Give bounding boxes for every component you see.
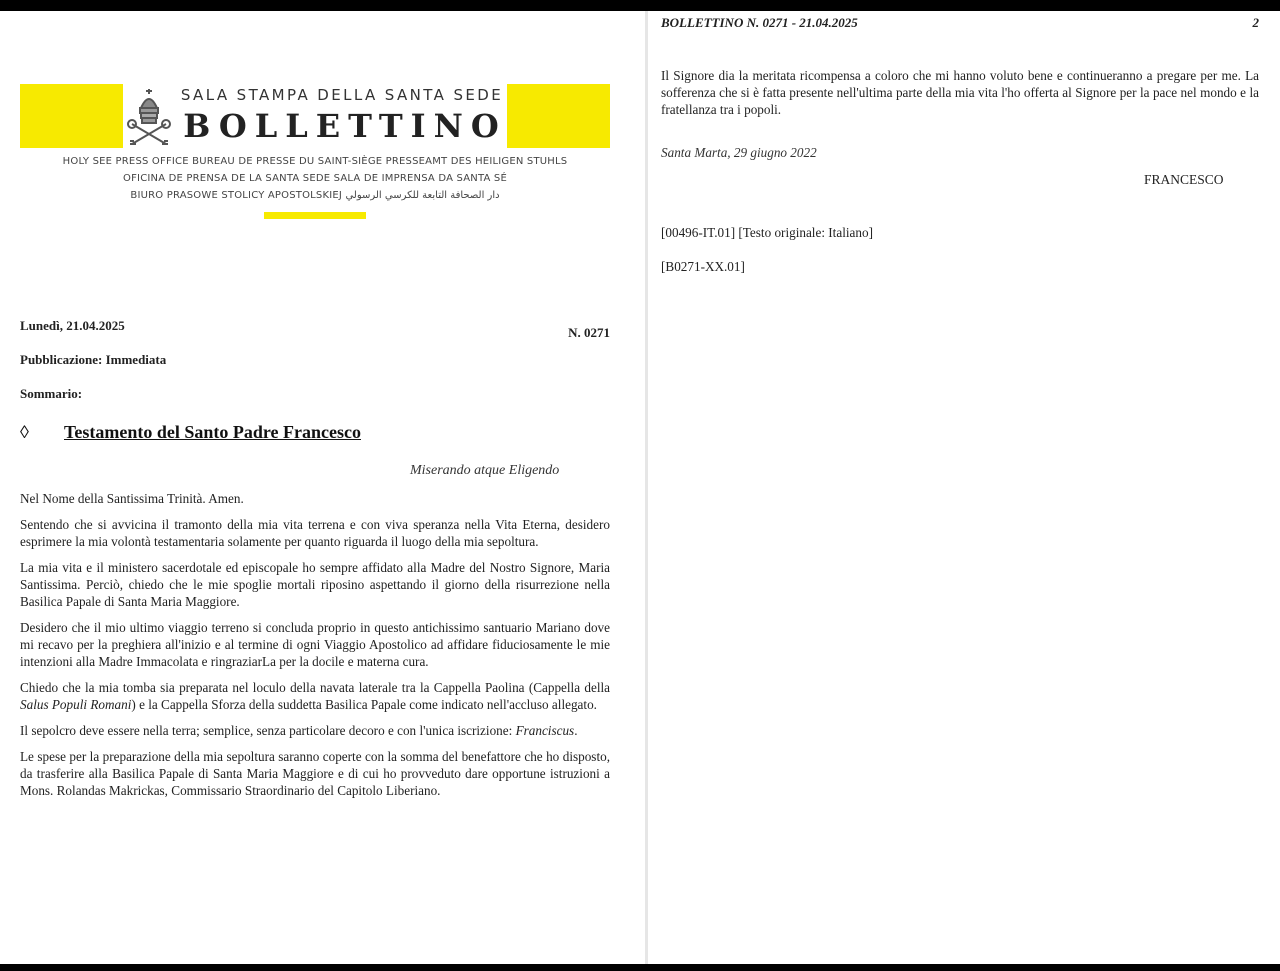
paragraph-7: Le spese per la preparazione della mia sepoltura saranno coperte con la somma del benefattore che ho disposto, da trasferire alla Basilica Papale di Santa Maria Maggiore e di cui ho provveduto dare opportune istruzioni a Mons. Rolandas Makrickas, Commissario Straordinario del Capitolo Liberiano.	[20, 749, 610, 798]
date-place: Santa Marta, 29 giugno 2022	[661, 145, 817, 160]
masthead-yellow-bar-right	[507, 84, 610, 148]
paragraph-6-text-a: Il sepolcro deve essere nella terra; semplice, senza particolare decoro e con l'unica iscrizione:	[20, 723, 516, 738]
document-title-row	[20, 422, 361, 443]
paragraph-6	[20, 722, 610, 739]
bulletin-code: [B0271-XX.01]	[661, 259, 745, 274]
masthead-languages	[20, 153, 610, 204]
page-number: 2	[1252, 15, 1259, 30]
masthead-title: BOLLETTINO	[183, 107, 507, 145]
paragraph-5-text-c: ) e la Cappella Sforza della suddetta Basilica Papale come indicato nell'accluso allegato.	[131, 697, 597, 712]
paragraph-5-italic: Salus Populi Romani	[20, 697, 132, 712]
document-title: Testamento del Santo Padre Francesco	[64, 422, 361, 442]
bulletin-number: N. 0271	[568, 325, 610, 340]
paragraph-2: Sentendo che si avvicina il tramonto della mia vita terrena e con viva speranza nella Vita Eterna, desidero esprimere la mia volontà testamentaria solamente per quanto riguarda il luogo della mia sepoltura.	[20, 517, 610, 549]
papal-keys-emblem-icon	[126, 86, 172, 146]
paragraph-5-text-a: Chiedo che la mia tomba sia preparata nel loculo della navata laterale tra la Cappella Paolina (Cappella della	[20, 680, 610, 695]
masthead-yellow-bar-left	[20, 84, 123, 148]
page-2-header	[661, 15, 1259, 31]
bulletin-page-1	[0, 11, 645, 964]
date-line: Lunedì, 21.04.2025	[20, 318, 125, 333]
masthead	[20, 84, 610, 148]
summary-label: Sommario:	[20, 386, 83, 401]
languages-yellow-underline	[264, 212, 366, 219]
page-2-header-title: BOLLETTINO N. 0271 - 21.04.2025	[661, 15, 858, 30]
testament-body	[20, 490, 610, 808]
languages-line-2: OFICINA DE PRENSA DE LA SANTA SEDE SALA DE IMPRENSA DA SANTA SÉ	[123, 173, 507, 184]
paragraph-3: La mia vita e il ministero sacerdotale ed episcopale ho sempre affidato alla Madre del Nostro Signore, Maria Santissima. Perciò, chiedo che le mie spoglie mortali riposino aspettando il giorno della risurrezione nella Basilica Papale di Santa Maria Maggiore.	[20, 560, 610, 609]
languages-line-1: HOLY SEE PRESS OFFICE BUREAU DE PRESSE DU SAINT-SIÈGE PRESSEAMT DES HEILIGEN STUHLS	[62, 156, 568, 167]
paragraph-6-italic: Franciscus	[515, 723, 575, 738]
bulletin-page-2	[648, 11, 1280, 964]
masthead-press-office-line: SALA STAMPA DELLA SANTA SEDE	[180, 86, 504, 104]
papal-motto: Miserando atque Eligendo	[410, 463, 560, 478]
paragraph-6-text-c: .	[574, 723, 578, 738]
paragraph-5	[20, 679, 610, 713]
signature: FRANCESCO	[1144, 172, 1224, 187]
paragraph-1: Nel Nome della Santissima Trinità. Amen.	[20, 491, 244, 506]
closing-paragraph: Il Signore dia la meritata ricompensa a coloro che mi hanno voluto bene e continueranno a pregare per me. La sofferenza che si è fatta presente nell'ultima parte della mia vita l'ho offerta al Signore per la pace nel mondo e la fratellanza tra i popoli.	[661, 68, 1259, 117]
publication-line: Pubblicazione: Immediata	[20, 352, 167, 367]
languages-line-3: BIURO PRASOWE STOLICY APOSTOLSKIEJ دار الصحافة التابعة للكرسي الرسولي	[130, 190, 500, 201]
diamond-bullet-icon: ◊	[20, 422, 29, 442]
paragraph-4: Desidero che il mio ultimo viaggio terreno si concluda proprio in questo antichissimo santuario Mariano dove mi recavo per la preghiera all'inizio e al termine di ogni Viaggio Apostolico ad affidare fiduciosamente le mie intenzioni alla Madre Immacolata e ringraziarLa per la docile e materna cura.	[20, 620, 610, 669]
document-code: [00496-IT.01] [Testo originale: Italiano]	[661, 225, 873, 240]
